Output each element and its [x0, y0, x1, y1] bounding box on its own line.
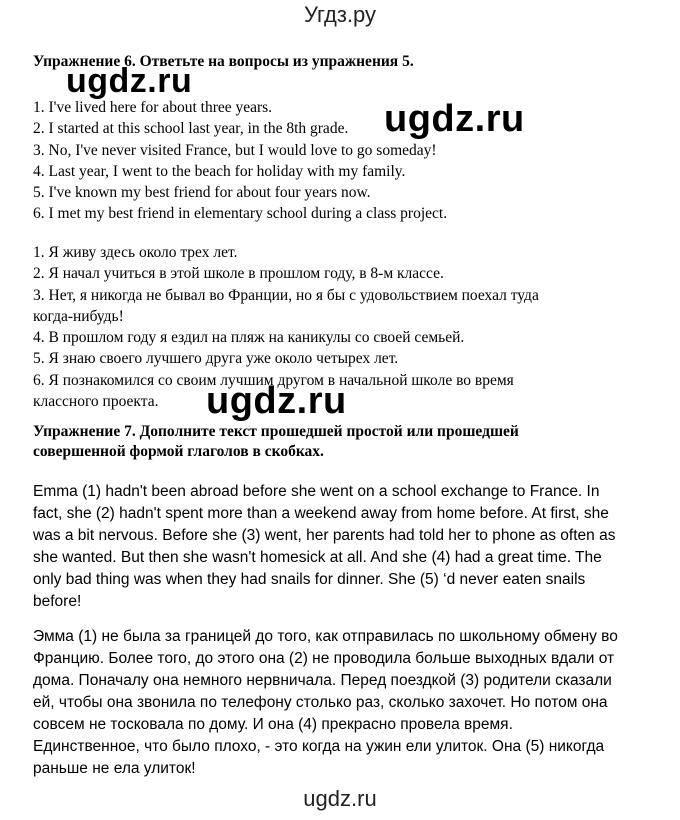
- site-header[interactable]: Угдз.ру: [303, 2, 377, 27]
- answer-en-2: 2. I started at this school last year, in the 8th grade.: [33, 120, 349, 138]
- exercise7-heading-line1: Упражнение 7. Дополните текст прошедшей простой или прошедшей: [33, 423, 519, 440]
- answer-en-3: 3. No, I've never visited France, but I would love to go someday!: [33, 141, 437, 159]
- watermark: ugdz.ru: [66, 62, 193, 100]
- answer-ru-3: 3. Нет, я никогда не бывал во Франции, но я бы с удовольствием поехал туда: [33, 286, 539, 304]
- exercise7-heading-line2: совершенной формой глаголов в скобках.: [33, 443, 324, 460]
- answer-en-5: 5. I've known my best friend for about four years now.: [33, 184, 371, 202]
- answer-ru-6: 6. Я познакомился со своим лучшим другом в начальной школе во время: [33, 371, 514, 389]
- answer-ru-2: 2. Я начал учиться в этой школе в прошлом году, в 8-м классе.: [33, 265, 444, 283]
- exercise7-heading: [33, 422, 633, 462]
- watermark: ugdz.ru: [206, 380, 347, 422]
- answer-ru-5: 5. Я знаю своего лучшего друга уже около четырех лет.: [33, 350, 399, 368]
- site-footer[interactable]: ugdz.ru: [303, 786, 377, 811]
- answer-en-6: 6. I met my best friend in elementary school during a class project.: [33, 205, 448, 223]
- exercise7-text-en: Emma (1) hadn't been abroad before she went on a school exchange to France. In fact, she (2) hadn't spent more than a weekend away from home before. At first, she was a bit nervous. Before she (3) went, her parents had told her to phone as often as she wanted. But then she wasn't homesick at all. And she (4) had a great time. The only bad thing was when they had snails for dinner. She (5) ‘d never eaten snails before!: [33, 483, 616, 610]
- answer-ru-6-cont: классного проекта.: [33, 393, 159, 411]
- answer-ru-1: 1. Я живу здесь около трех лет.: [33, 244, 238, 261]
- watermark: ugdz.ru: [384, 98, 525, 140]
- answer-ru-3-cont: когда-нибудь!: [33, 307, 124, 325]
- exercise6-heading: Упражнение 6. Ответьте на вопросы из упражнения 5.: [33, 53, 414, 70]
- answer-ru-4: 4. В прошлом году я ездил на пляж на каникулы со своей семьей.: [33, 329, 465, 347]
- answer-en-4: 4. Last year, I went to the beach for holiday with my family.: [33, 162, 406, 180]
- answer-en-1: 1. I've lived here for about three years.: [33, 99, 273, 116]
- exercise7-text-ru: Эмма (1) не была за границей до того, как отправилась по школьному обмену во Францию. Более того, до этого она (2) не проводила больше выходных вдали от дома. Поначалу она немного нервничала. Перед поездкой (3) родители сказали ей, чтобы она звонила по телефону столько раз, сколько захочет. Но потом она совсем не тосковала по дому. И она (4) прекрасно провела время. Единственное, что было плохо, - это когда на ужин ели улиток. Она (5) никогда раньше не ела улиток!: [33, 628, 618, 777]
